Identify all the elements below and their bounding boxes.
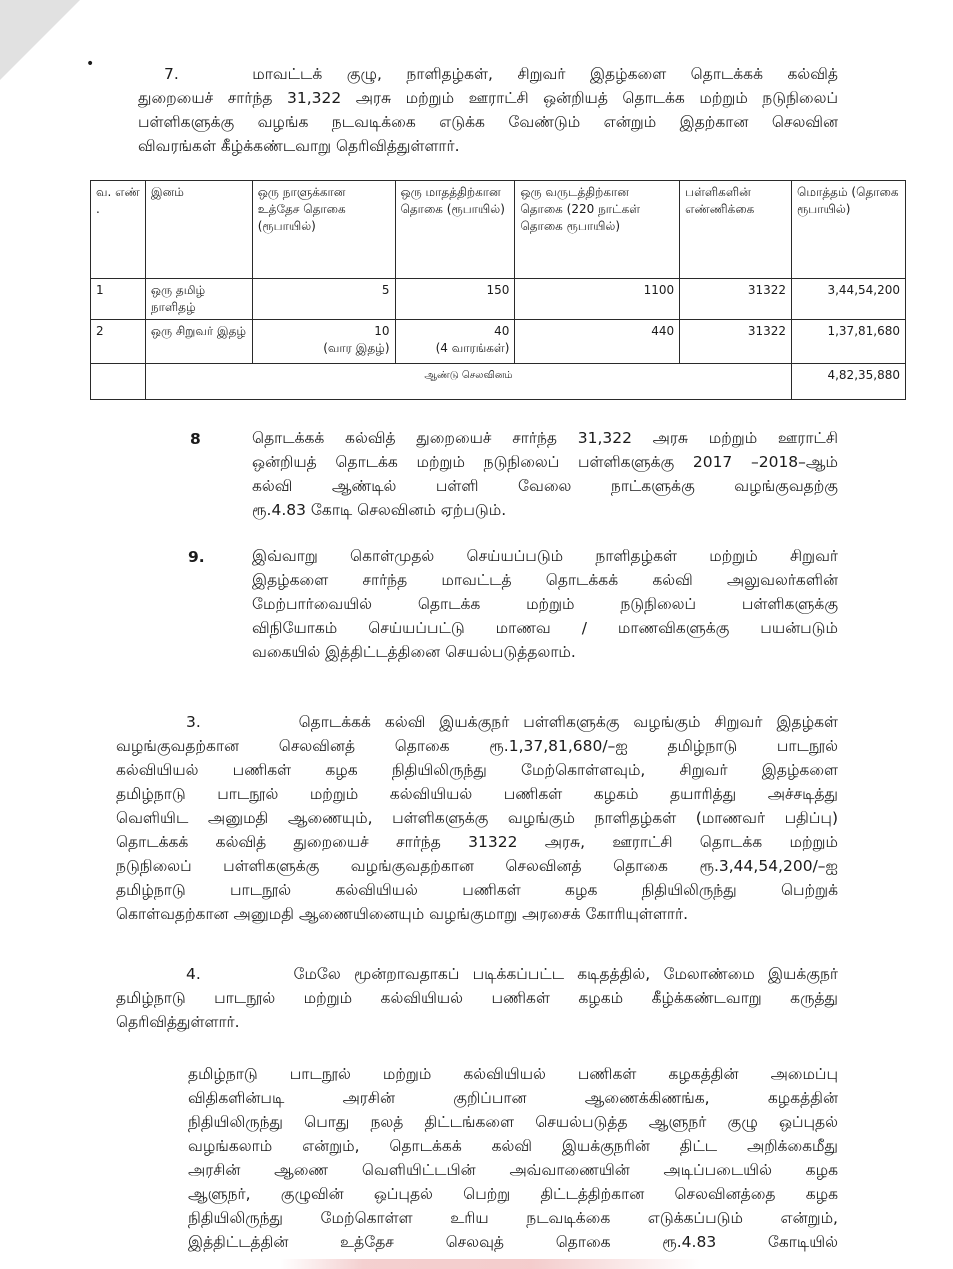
para4-last-line: தெரிவித்துள்ளார். — [116, 1013, 240, 1031]
expense-table — [90, 180, 906, 400]
table-row — [91, 279, 906, 320]
col-header-monthly: ஒரு மாதத்திற்கான தொகை (ரூபாயில்) — [395, 181, 515, 279]
para8-line: ஒன்றியத் தொடக்க மற்றும் நடுநிலைப் பள்ளிகளுக்கு 2017 –2018–ஆம் — [252, 453, 838, 471]
scan-streak — [280, 1259, 700, 1269]
cell-yearly: 440 — [515, 320, 680, 364]
para9-line: விநியோகம் செய்யப்பட்டு மாணவ / மாணவிகளுக்கு பயன்படும் — [252, 619, 838, 637]
col-header-total: மொத்தம் (தொகை ரூபாயில்) — [792, 181, 906, 279]
quoted-block — [188, 1062, 838, 1254]
para4-line: தமிழ்நாடு பாடநூல் மற்றும் கல்வியியல் பணிகள் கழகம் கீழ்க்கண்டவாறு கருத்து — [116, 989, 838, 1007]
paragraph-7 — [138, 62, 838, 158]
table-header-row — [91, 181, 906, 279]
cell-yearly: 1100 — [515, 279, 680, 320]
bullet-mark: • — [86, 56, 95, 72]
para8-number: 8 — [190, 430, 201, 448]
quote-line: ஆளுநர், குழுவின் ஒப்புதல் பெற்று திட்டத்திற்கான செலவினத்தை கழக — [188, 1185, 838, 1203]
para8-line: தொடக்கக் கல்வித் துறையைச் சார்ந்த 31,322 அரசு மற்றும் ஊராட்சி — [252, 429, 838, 447]
col-header-item: இனம் — [145, 181, 252, 279]
quote-line: அரசின் ஆணை வெளியிட்டபின் அவ்வாணையின் அடிப்படையில் கழக — [188, 1161, 838, 1179]
paragraph-3 — [116, 710, 838, 926]
paragraph-8 — [252, 426, 838, 522]
cell-schools: 31322 — [680, 320, 792, 364]
para7-line — [138, 62, 838, 86]
para7-line: பள்ளிகளுக்கு வழங்க நடவடிக்கை எடுக்க வேண்டும் என்றும் இதற்கான செலவின — [138, 113, 838, 131]
quote-line: நிதியிலிருந்து மேற்கொள்ள உரிய நடவடிக்கை எடுக்கப்படும் என்றும், — [188, 1209, 838, 1227]
quote-line: விதிகளின்படி அரசின் குறிப்பான ஆணைக்கிணங்க, கழகத்தின் — [188, 1089, 838, 1107]
para7-line-text: மாவட்டக் குழு, நாளிதழ்கள், சிறுவர் இதழ்களை தொடக்கக் கல்வித் — [252, 65, 838, 83]
daily-note: (வார இதழ்) — [323, 341, 390, 355]
table-row — [91, 320, 906, 364]
para3-line: வழங்குவதற்கான செலவினத் தொகை ரூ.1,37,81,680/–ஐ தமிழ்நாடு பாடநூல் — [116, 737, 838, 755]
para3-first-line — [116, 710, 838, 734]
quote-line: தமிழ்நாடு பாடநூல் மற்றும் கல்வியியல் பணிகள் கழகத்தின் அமைப்பு — [188, 1065, 838, 1083]
cell-item: ஒரு தமிழ் நாளிதழ் — [145, 279, 252, 320]
col-header-schools: பள்ளிகளின் எண்ணிக்கை — [680, 181, 792, 279]
cell-total: 3,44,54,200 — [792, 279, 906, 320]
para3-first-text: தொடக்கக் கல்வி இயக்குநர் பள்ளிகளுக்கு வழங்கும் சிறுவர் இதழ்கள் — [298, 713, 838, 731]
cell-item: ஒரு சிறுவர் இதழ் — [145, 320, 252, 364]
monthly-value: 150 — [486, 283, 510, 297]
quote-line: வழங்கலாம் என்றும், தொடக்கக் கல்வி இயக்குநரின் திட்ட அறிக்கைமீது — [188, 1137, 838, 1155]
para3-line: கல்வியியல் பணிகள் கழக நிதியிலிருந்து மேற்கொள்ளவும், சிறுவர் இதழ்களை — [116, 761, 838, 779]
cell-monthly — [395, 279, 515, 320]
para4-first-text: மேலே மூன்றாவதாகப் படிக்கப்பட்ட கடிதத்தில், மேலாண்மை இயக்குநர் — [293, 965, 838, 983]
monthly-note: (4 வாரங்கள்) — [435, 341, 510, 355]
monthly-value: 40 — [494, 324, 510, 338]
cell-total: 1,37,81,680 — [792, 320, 906, 364]
para3-line: தமிழ்நாடு பாடநூல் மற்றும் கல்வியியல் பணிகள் கழகம் தயாரித்து அச்சடித்து — [116, 785, 838, 803]
para9-line: மேற்பார்வையில் தொடக்க மற்றும் நடுநிலைப் பள்ளிகளுக்கு — [252, 595, 838, 613]
para9-number: 9. — [188, 548, 205, 566]
summary-label: ஆண்டு செலவினம் — [145, 364, 791, 400]
cell-sno: 1 — [91, 279, 146, 320]
para7-number: 7. — [164, 65, 179, 83]
para3-number: 3. — [186, 713, 201, 731]
para7-line: துறையைச் சார்ந்த 31,322 அரசு மற்றும் ஊராட்சி ஒன்றியத் தொடக்க மற்றும் நடுநிலைப் — [138, 89, 838, 107]
paragraph-4 — [116, 962, 838, 1034]
para4-number: 4. — [186, 965, 201, 983]
para3-line: வெளியிட அனுமதி ஆணையும், பள்ளிகளுக்கு வழங்கும் நாளிதழ்கள் (மாணவர் பதிப்பு) — [116, 809, 838, 827]
para4-first-line — [116, 962, 838, 986]
summary-total: 4,82,35,880 — [792, 364, 906, 400]
para3-line: நடுநிலைப் பள்ளிகளுக்கு வழங்குவதற்கான செலவினத் தொகை ரூ.3,44,54,200/–ஐ — [116, 857, 838, 875]
para3-line: தமிழ்நாடு பாடநூல் கல்வியியல் பணிகள் கழக நிதியிலிருந்து பெற்றுக் — [116, 881, 838, 899]
col-header-sno: வ. எண் . — [91, 181, 146, 279]
cell-daily — [252, 279, 395, 320]
para9-line: இதழ்களை சார்ந்த மாவட்டத் தொடக்கக் கல்வி அலுவலர்களின் — [252, 571, 838, 589]
paragraph-9 — [252, 544, 838, 664]
quote-line: இத்திட்டத்தின் உத்தேச செலவுத் தொகை ரூ.4.83 கோடியில் — [188, 1233, 838, 1251]
daily-value: 10 — [374, 324, 390, 338]
cell-daily — [252, 320, 395, 364]
quote-line: நிதியிலிருந்து பொது நலத் திட்டங்களை செயல்படுத்த ஆளுநர் குழு ஒப்புதல் — [188, 1113, 838, 1131]
para9-line: இவ்வாறு கொள்முதல் செய்யப்படும் நாளிதழ்கள் மற்றும் சிறுவர் — [252, 547, 838, 565]
para3-line: தொடக்கக் கல்வித் துறையைச் சார்ந்த 31322 அரசு, ஊராட்சி தொடக்க மற்றும் — [116, 833, 838, 851]
cell-monthly — [395, 320, 515, 364]
table-summary-row — [91, 364, 906, 400]
para3-last-line: கொள்வதற்கான அனுமதி ஆணையினையும் வழங்குமாறு அரசைக் கோரியுள்ளார். — [116, 905, 689, 923]
para9-last-line: வகையில் இத்திட்டத்தினை செயல்படுத்தலாம். — [252, 643, 576, 661]
para8-last-line: ரூ.4.83 கோடி செலவினம் ஏற்படும். — [252, 501, 507, 519]
para8-line: கல்வி ஆண்டில் பள்ளி வேலை நாட்களுக்கு வழங்குவதற்கு — [252, 477, 838, 495]
para7-last-line: விவரங்கள் கீழ்க்கண்டவாறு தெரிவித்துள்ளார். — [138, 137, 460, 155]
col-header-yearly: ஒரு வருடத்திற்கான தொகை (220 நாட்கள் தொகை ரூபாயில்) — [515, 181, 680, 279]
summary-empty-cell — [91, 364, 146, 400]
page-corner-fold — [0, 0, 80, 80]
col-header-daily: ஒரு நாளுக்கான உத்தேச தொகை (ரூபாயில்) — [252, 181, 395, 279]
daily-value: 5 — [381, 283, 390, 297]
cell-schools: 31322 — [680, 279, 792, 320]
cell-sno: 2 — [91, 320, 146, 364]
